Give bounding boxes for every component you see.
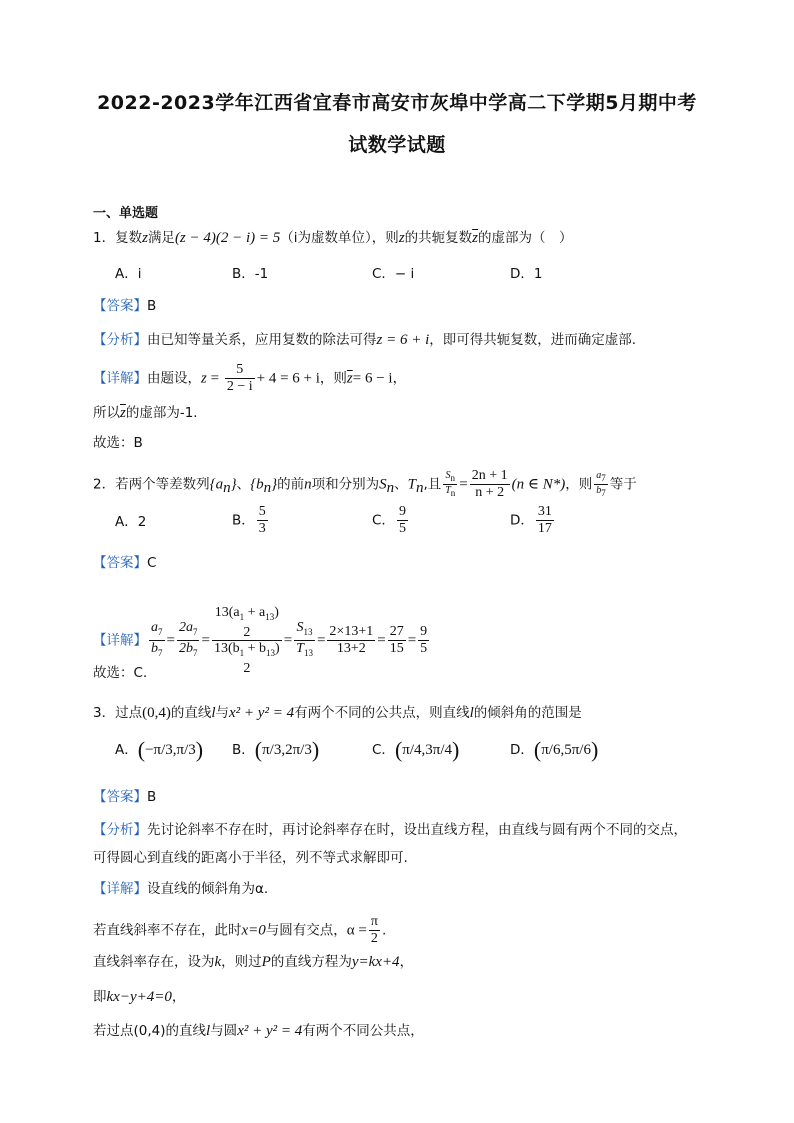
q2-choose: 故选：C. [93, 665, 148, 681]
q1-answer-value: B [147, 298, 157, 314]
q1-analysis-b: ，即可得共轭复数，进而确定虚部. [429, 332, 637, 348]
q3-stem: 3．过点(0,4)的直线l与x² + y² = 4有两个不同的公共点，则直线l的倾斜角的范围是 [93, 705, 582, 721]
q2-option-c: C． $\frac{9}{5}$ [372, 504, 406, 536]
q1-zbar: $\overline{z}$ [472, 230, 478, 246]
q1-detail-b: + 4 = 6 + i [256, 370, 320, 387]
document-title-line1: 2022-2023学年江西省宜春市高安市灰埠中学高二下学期5月期中考 [97, 92, 697, 114]
q1-analysis-a: 由已知等量关系，应用复数的除法可得 [147, 332, 377, 348]
q1-detail-line2: 所以$\overline{z}$的虚部为-1. [93, 405, 198, 421]
section-heading: 一、单选题 [93, 206, 159, 221]
q1-option-c: C．− i [372, 266, 415, 282]
q1-option-b: B．-1 [232, 266, 269, 282]
q1-stem-e: 的虚部为（ ） [478, 230, 573, 246]
q1-option-a: A．i [115, 266, 142, 282]
q3-detail-1: 【详解】设直线的倾斜角为α. [93, 881, 269, 897]
q1-stem [93, 228, 573, 248]
q3-detail-4: 即kx−y+4=0， [93, 989, 186, 1005]
q1-z2: z [398, 230, 405, 246]
q1-detail-d: = 6 − i [352, 370, 393, 387]
q3-detail-3: 直线斜率存在，设为k，则过P的直线方程为y=kx+4， [93, 954, 414, 970]
q1-analysis-tag: 【分析】 [93, 332, 147, 348]
q1-condition: (z − 4)(2 − i) = 5 [174, 230, 281, 246]
q3-detail-5: 若过点(0,4)的直线l与圆x² + y² = 4有两个不同公共点， [93, 1023, 424, 1039]
q1-analysis [93, 330, 636, 350]
q3-option-d: D．(π/6,5π/6) [510, 737, 599, 762]
q1-z: z [142, 230, 148, 246]
q1-detail-e: ， [392, 370, 407, 387]
q2-option-a: A．2 [115, 514, 147, 530]
q2-stem: 2．若两个等差数列$\{a_n\}$、$\{b_n\}$的前n项和分别为$S_n$、$T_n$,且 $\frac{S_n}{T_n}$ = $\frac{2n + 1}{n + 2}$ (n ∈ N*)，则 $\frac{a_7}{b_7}$ 等于 [93, 468, 637, 500]
q1-detail-tag: 【详解】 [93, 370, 147, 387]
q1-detail-fraction: $\frac{5}{2 - i}$ [226, 362, 253, 394]
q2-answer: 【答案】C [93, 555, 157, 571]
q1-answer-tag: 【答案】 [93, 298, 147, 314]
q1-choose: 故选：B [93, 435, 143, 451]
q1-option-d: D．1 [510, 266, 543, 282]
q1-analysis-eq: z = 6 + i [376, 332, 430, 348]
q1-stem-d: 的共轭复数 [404, 230, 473, 246]
q1-detail-c: ，则 [319, 370, 347, 387]
q3-option-b: B．(π/3,2π/3) [232, 737, 320, 762]
q1-detail-a: 由题设， [147, 370, 201, 387]
q1-stem-c: （i为虚数单位），则 [280, 230, 399, 246]
q1-stem-a: 1．复数 [93, 230, 143, 246]
q3-detail-2: 若直线斜率不存在，此时x=0与圆有交点，α = $\frac{\pi}{2}$ . [93, 914, 387, 946]
q1-stem-b: 满足 [147, 230, 175, 246]
q3-analysis-1: 【分析】先讨论斜率不存在时，再讨论斜率存在时，设出直线方程，由直线与圆有两个不同的交点， [93, 822, 687, 838]
q1-answer [93, 296, 156, 316]
document-title-line2: 试数学试题 [348, 134, 446, 156]
q2-option-b: B． $\frac{5}{3}$ [232, 504, 266, 536]
q2-detail: 【详解】 $\frac{a_7}{b_7}$ = $\frac{2a_7}{2b_7}$ = $13(a_1 + a_{13})$ 2 $13(b_1 + b_{13})$ 2 = $\frac{S_{13}}{T_{13}}$ = $\frac{2\times 13+1}{13+2}$ = $\frac{27}{15}$ = $\frac{9}{5}$ [93, 605, 428, 676]
q1-detail: 【详解】由题设，z = $\frac{5}{2 - i}$ + 4 = 6 + i，则$\overline{z}= 6 - i$， [93, 362, 407, 394]
q3-option-c: C．(π/4,3π/4) [372, 737, 460, 762]
q2-option-d: D． $\frac{31}{17}$ [510, 504, 552, 536]
q3-answer: 【答案】B [93, 789, 157, 805]
q3-analysis-2: 可得圆心到直线的距离小于半径，列不等式求解即可. [93, 850, 408, 866]
q3-option-a: A．(−π/3,π/3) [115, 737, 204, 762]
